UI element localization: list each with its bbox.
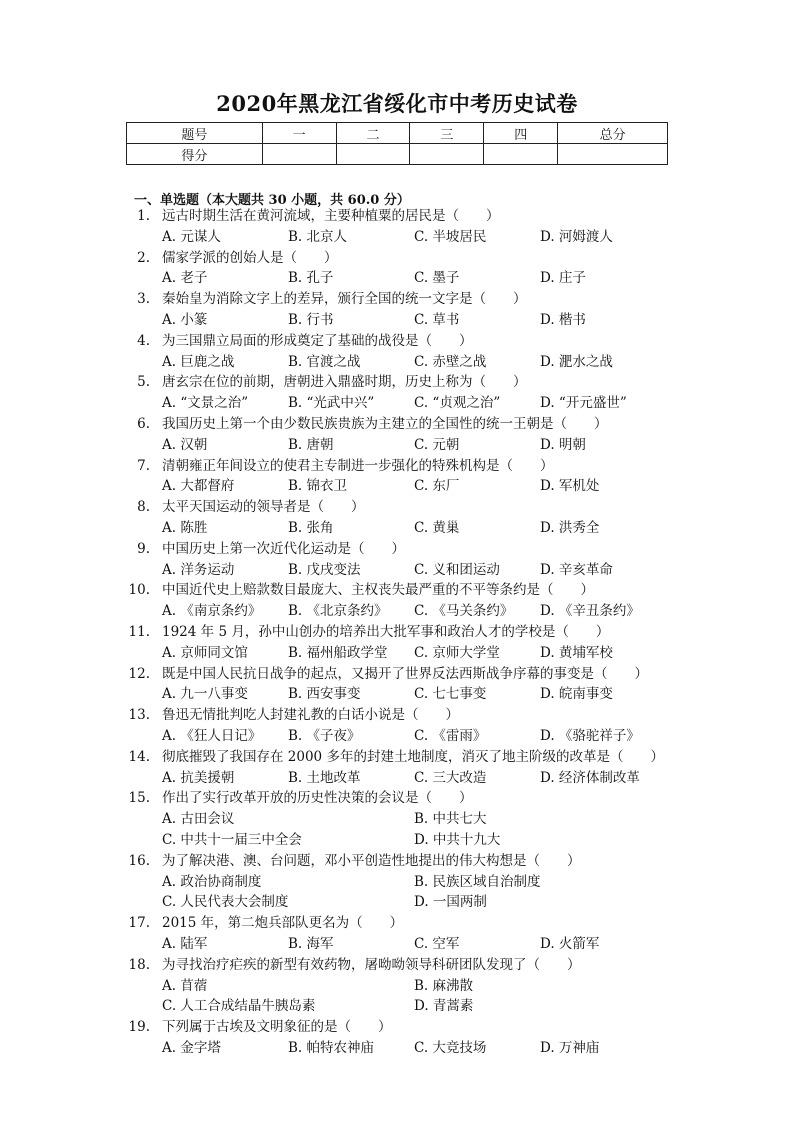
question-number: 3. (137, 291, 150, 308)
answer-option[interactable]: B. 帕特农神庙 (288, 1040, 375, 1056)
answer-option[interactable]: C. 东厂 (414, 478, 460, 495)
answer-option[interactable]: C. 墨子 (414, 270, 460, 287)
answer-option[interactable]: C. 大竞技场 (414, 1040, 487, 1056)
question-number: 18. (128, 956, 150, 973)
question-stem: 鲁迅无情批判吃人封建礼教的白话小说是（ ） (162, 707, 459, 724)
answer-option[interactable]: D. 中共十九大 (414, 832, 501, 848)
question-stem: 为了解决港、澳、台问题，邓小平创造性地提出的伟大构想是（ ） (162, 852, 581, 869)
question-number: 8. (137, 499, 150, 516)
answer-option[interactable]: C. 草书 (414, 312, 460, 328)
question-number: 1. (137, 208, 150, 224)
answer-option[interactable]: A. 陆军 (162, 936, 208, 952)
answer-option[interactable]: A. 大都督府 (162, 478, 235, 495)
answer-option[interactable]: A. 陈胜 (162, 520, 208, 536)
score-cell (558, 144, 668, 165)
question-stem: 为三国鼎立局面的形成奠定了基础的战役是（ ） (162, 332, 473, 349)
answer-option[interactable]: C. 半坡居民 (414, 228, 487, 245)
question-stem: 作出了实行改革开放的历史性决策的会议是（ ） (162, 790, 473, 807)
answer-option[interactable]: A. 元谋人 (162, 228, 221, 245)
answer-option[interactable]: C. 空军 (414, 936, 460, 952)
answer-option[interactable]: A. 《狂人日记》 (162, 728, 262, 744)
answer-option[interactable]: D. 军机处 (540, 478, 600, 495)
answer-option[interactable]: A. 金字塔 (162, 1040, 221, 1056)
answer-option[interactable]: B. 北京人 (288, 228, 348, 245)
score-cell (410, 144, 484, 165)
score-header-cell: 二 (336, 123, 410, 144)
score-cell (262, 144, 336, 165)
answer-option[interactable]: A. 抗美援朝 (162, 769, 235, 786)
question-stem: 太平天国运动的领导者是（ ） (162, 499, 365, 516)
answer-option[interactable]: C. “贞观之治” (414, 395, 501, 412)
score-table-score-row (127, 144, 668, 165)
answer-option[interactable]: A. 苜蓿 (162, 977, 208, 994)
question-number: 6. (137, 416, 150, 432)
score-header-cell: 题号 (127, 123, 263, 144)
answer-option[interactable]: B. 《子夜》 (288, 728, 361, 744)
answer-option[interactable]: C. 黄巢 (414, 520, 460, 536)
answer-option[interactable]: B. “光武中兴” (288, 395, 375, 412)
answer-option[interactable]: D. 《骆驼祥子》 (540, 728, 640, 744)
answer-option[interactable]: A. 汉朝 (162, 436, 208, 453)
answer-option[interactable]: B. 张角 (288, 520, 334, 536)
section-heading: 一、单选题（本大题共 30 小题，共 60.0 分） (134, 193, 410, 208)
answer-option[interactable]: D. 一国两制 (414, 894, 487, 911)
answer-option[interactable]: B. 西安事变 (288, 686, 361, 703)
score-table (126, 122, 668, 165)
answer-option[interactable]: D. 辛亥革命 (540, 561, 613, 578)
question-stem: 下列属于古埃及文明象征的是（ ） (162, 1019, 392, 1036)
answer-option[interactable]: C. 人工合成结晶牛胰岛素 (162, 998, 316, 1015)
answer-option[interactable]: B. 土地改革 (288, 769, 361, 786)
question-stem: 为寻找治疗疟疾的新型有效药物，屠呦呦领导科研团队发现了（ ） (162, 956, 581, 973)
question-number: 5. (137, 374, 150, 391)
score-row-label: 得分 (127, 144, 263, 165)
question-number: 13. (128, 707, 150, 724)
answer-option[interactable]: C. 人民代表大会制度 (162, 894, 289, 911)
answer-option[interactable]: B. 民族区域自治制度 (414, 873, 541, 890)
answer-option[interactable]: D. 明朝 (540, 436, 586, 453)
score-header-cell: 一 (262, 123, 336, 144)
answer-option[interactable]: D. 经济体制改革 (540, 769, 640, 786)
question-stem: 既是中国人民抗日战争的起点，又揭开了世界反法西斯战争序幕的事变是（ ） (162, 665, 648, 682)
answer-option[interactable]: B. 福州船政学堂 (288, 644, 388, 661)
answer-option[interactable]: C. 《马关条约》 (414, 603, 514, 620)
answer-option[interactable]: D. 黄埔军校 (540, 644, 613, 661)
answer-option[interactable]: C. 京师大学堂 (414, 644, 500, 661)
score-cell (484, 144, 558, 165)
answer-option[interactable]: D. 火箭军 (540, 936, 600, 952)
question-number: 10. (128, 582, 150, 599)
question-stem: 彻底摧毁了我国存在 2000 多年的封建土地制度，消灭了地主阶级的改革是（ ） (162, 748, 664, 765)
question-stem: 我国历史上第一个由少数民族贵族为主建立的全国性的统一王朝是（ ） (162, 416, 608, 432)
question-stem: 2015 年，第二炮兵部队更名为（ ） (162, 915, 404, 932)
score-header-cell: 四 (484, 123, 558, 144)
score-header-cell: 总分 (558, 123, 668, 144)
answer-option[interactable]: B. 唐朝 (288, 436, 334, 453)
answer-option[interactable]: B. 官渡之战 (288, 353, 361, 370)
answer-option[interactable]: D. 《辛丑条约》 (540, 603, 640, 620)
answer-option[interactable]: A. “文景之治” (162, 395, 249, 412)
answer-option[interactable]: C. 中共十一届三中全会 (162, 832, 302, 848)
question-stem: 中国历史上第一次近代化运动是（ ） (162, 540, 405, 557)
question-number: 4. (137, 332, 150, 349)
question-number: 15. (128, 790, 150, 807)
answer-option[interactable]: B. 中共七大 (414, 811, 487, 828)
question-number: 2. (137, 249, 150, 266)
question-number: 17. (128, 915, 150, 932)
answer-option[interactable]: D. 庄子 (540, 270, 586, 287)
answer-option[interactable]: A. 巨鹿之战 (162, 353, 235, 370)
score-table-header-row (127, 123, 668, 144)
question-stem: 秦始皇为消除文字上的差异，颁行全国的统一文字是（ ） (162, 291, 527, 308)
answer-option[interactable]: A. 政治协商制度 (162, 873, 262, 890)
question-stem: 清朝雍正年间设立的使君主专制进一步强化的特殊机构是（ ） (162, 457, 554, 474)
question-number: 9. (137, 540, 150, 557)
answer-option[interactable]: C. 《雷雨》 (414, 728, 487, 744)
question-stem: 中国近代史上赔款数目最庞大、主权丧失最严重的不平等条约是（ ） (162, 582, 594, 599)
answer-option[interactable]: C. 元朝 (414, 436, 460, 453)
answer-option[interactable]: C. 三大改造 (414, 769, 487, 786)
question-stem: 远古时期生活在黄河流域，主要种植粟的居民是（ ） (162, 208, 500, 224)
answer-option[interactable]: A. 京师同文馆 (162, 644, 248, 661)
question-stem: 唐玄宗在位的前期，唐朝进入鼎盛时期，历史上称为（ ） (162, 374, 527, 391)
answer-option[interactable]: C. 七七事变 (414, 686, 487, 703)
question-number: 11. (128, 624, 150, 640)
answer-option[interactable]: D. 青蒿素 (414, 998, 474, 1015)
question-number: 7. (137, 457, 150, 474)
answer-option[interactable]: B. 孔子 (288, 270, 334, 287)
answer-option[interactable]: D. 皖南事变 (540, 686, 613, 703)
answer-option[interactable]: A. 《南京条约》 (162, 603, 262, 620)
answer-option[interactable]: B. 《北京条约》 (288, 603, 388, 620)
answer-option[interactable]: B. 麻沸散 (414, 977, 474, 994)
answer-option[interactable]: B. 行书 (288, 312, 334, 328)
score-header-cell: 三 (410, 123, 484, 144)
question-number: 12. (128, 665, 150, 682)
answer-option[interactable]: B. 海军 (288, 936, 334, 952)
question-stem: 1924 年 5 月，孙中山创办的培养出大批军事和政治人才的学校是（ ） (162, 624, 610, 640)
score-cell (336, 144, 410, 165)
answer-option[interactable]: A. 老子 (162, 270, 208, 287)
answer-option[interactable]: A. 古田会议 (162, 811, 235, 828)
answer-option[interactable]: C. 赤壁之战 (414, 353, 487, 370)
answer-option[interactable]: D. “开元盛世” (540, 395, 627, 412)
answer-option[interactable]: D. 洪秀全 (540, 520, 600, 536)
question-number: 16. (128, 852, 150, 869)
exam-title: 2020年黑龙江省绥化市中考历史试卷 (216, 91, 578, 116)
answer-option[interactable]: A. 九一八事变 (162, 686, 248, 703)
answer-option[interactable]: B. 戊戌变法 (288, 561, 361, 578)
answer-option[interactable]: D. 楷书 (540, 312, 586, 328)
question-number: 19. (128, 1019, 150, 1036)
answer-option[interactable]: C. 义和团运动 (414, 561, 500, 578)
answer-option[interactable]: D. 万神庙 (540, 1040, 600, 1056)
question-number: 14. (128, 748, 150, 765)
answer-option[interactable]: D. 河姆渡人 (540, 228, 613, 245)
answer-option[interactable]: A. 小篆 (162, 312, 208, 328)
answer-option[interactable]: A. 洋务运动 (162, 561, 235, 578)
answer-option[interactable]: D. 淝水之战 (540, 353, 613, 370)
answer-option[interactable]: B. 锦衣卫 (288, 478, 348, 495)
question-stem: 儒家学派的创始人是（ ） (162, 249, 338, 266)
